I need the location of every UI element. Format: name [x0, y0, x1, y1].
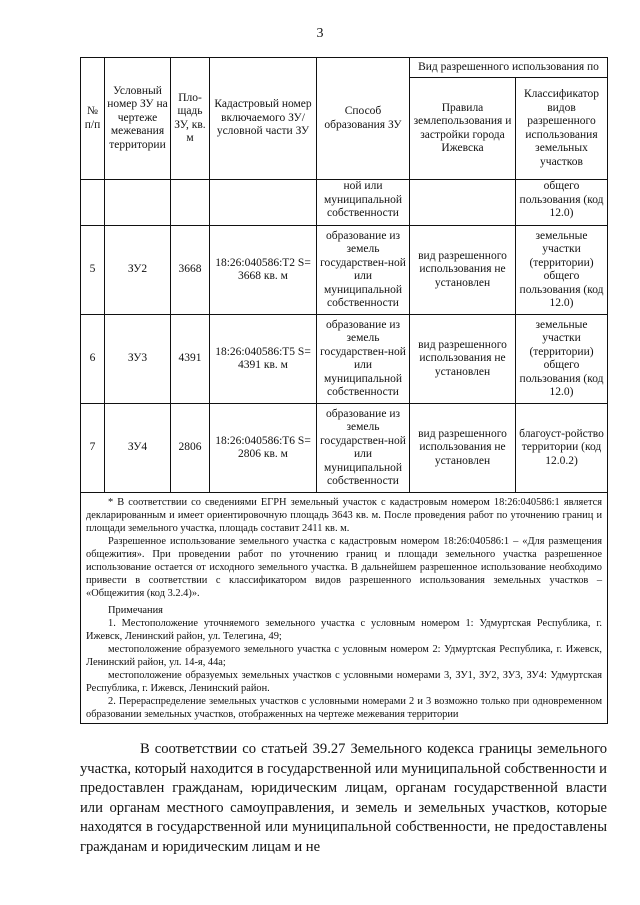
cell-num: 6	[81, 315, 105, 404]
cell-num: 7	[81, 404, 105, 493]
cell-num: 5	[81, 226, 105, 315]
body-text	[80, 740, 607, 857]
header-formation-method: Способ образования ЗУ	[317, 58, 410, 180]
cell-area: 2806	[171, 404, 210, 493]
cell-rules: вид разрешенного использования не установлен	[410, 226, 516, 315]
cell-classifier: земельные участки (территории) общего пользования (код 12.0)	[516, 315, 608, 404]
page-number: 3	[316, 26, 324, 41]
cell-cadastral: 18:26:040586:Т5 S= 4391 кв. м	[210, 315, 317, 404]
note-cadastral-area: * В соответствии со сведениями ЕГРН земельный участок с кадастровым номером 18:26:040586:1 является декларированным и имеет ориентировочную площадь 3643 кв. м. После проведения работ по уточнению границ и площади земельного участка, площадь составит 2411 кв. м.	[86, 497, 603, 534]
cell-conditional-number: ЗУ2	[105, 226, 171, 315]
cell-rules: вид разрешенного использования не установлен	[410, 315, 516, 404]
table-notes	[81, 493, 608, 724]
note-redistribution: 2. Перераспределение земельных участков с условными номерами 2 и 3 возможно только при одновременном образовании земельных участков, отображенных на чертеже межевания территории	[86, 696, 603, 720]
header-cadastral-number: Кадастровый номер включаемого ЗУ/ условной части ЗУ	[210, 58, 317, 180]
cell-conditional-number: ЗУ3	[105, 315, 171, 404]
note-location-1: 1. Местоположение уточняемого земельного участка с условным номером 1: Удмуртская Республика, г. Ижевск, Ленинский район, ул. Телегина, 49;	[86, 618, 603, 642]
table-row-continuation	[81, 180, 608, 226]
note-location-3: местоположение образуемых земельных участков с условными номерами 3, ЗУ1, ЗУ2, ЗУ3, ЗУ4: Удмуртская Республика, г. Ижевск, Ленинский район.	[86, 670, 603, 694]
cell-conditional-number: ЗУ4	[105, 404, 171, 493]
cell-cadastral: 18:26:040586:Т2 S= 3668 кв. м	[210, 226, 317, 315]
cell-cadastral: 18:26:040586:Т6 S= 2806 кв. м	[210, 404, 317, 493]
header-classifier: Классификатор видов разрешенного использования земельных участков	[516, 78, 608, 180]
land-plots-table	[80, 57, 608, 724]
note-permitted-use: Разрешенное использование земельного участка с кадастровым номером 18:26:040586:1 – «Для размещения общежития». При проведении работ по уточнению границ и площади земельного участка разрешенное использование остается от исходного земельного участка. В дальнейшем разрешенное использование необходимо привести в соответствии с классификатором видов разрешенного использования земельных участков – «Общежития (код 3.2.4)».	[86, 536, 603, 599]
table-row	[81, 226, 608, 315]
cell-classifier: земельные участки (территории) общего пользования (код 12.0)	[516, 226, 608, 315]
cell-method: образование из земель государствен-ной или муниципальной собственности	[317, 315, 410, 404]
notes-heading: Примечания	[108, 605, 163, 616]
note-location-2: местоположение образуемого земельного участка с условным номером 2: Удмуртская Республика, г. Ижевск, Ленинский район, ул. 14-я, 44а;	[86, 644, 603, 668]
body-paragraph: В соответствии со статьей 39.27 Земельного кодекса границы земельного участка, который находится в государственной или муниципальной собственности и предоставлен гражданам, юридическим лицам, органам государственной власти или органам местного самоуправления, и земель и земельных участков, которые находятся в государственной или муниципальной собственности, не предоставлены гражданам и юридическим лицам и не	[80, 741, 607, 855]
table-notes-row	[81, 493, 608, 724]
table-row	[81, 404, 608, 493]
cell-classifier: общего пользования (код 12.0)	[516, 180, 608, 226]
cell-classifier: благоуст-ройство территории (код 12.0.2)	[516, 404, 608, 493]
cell-method: ной или муниципальной собственности	[317, 180, 410, 226]
table-row	[81, 315, 608, 404]
cell-area: 4391	[171, 315, 210, 404]
cell-method: образование из земель государствен-ной или муниципальной собственности	[317, 226, 410, 315]
cell-method: образование из земель государствен-ной или муниципальной собственности	[317, 404, 410, 493]
header-conditional-number: Условный номер ЗУ на чертеже межевания территории	[105, 58, 171, 180]
header-permitted-use-group: Вид разрешенного использования по	[410, 58, 608, 78]
cell-area: 3668	[171, 226, 210, 315]
cell-rules: вид разрешенного использования не установлен	[410, 404, 516, 493]
header-area: Пло-щадь ЗУ, кв. м	[171, 58, 210, 180]
header-land-use-rules: Правила землепользования и застройки города Ижевска	[410, 78, 516, 180]
header-num: № п/п	[81, 58, 105, 180]
